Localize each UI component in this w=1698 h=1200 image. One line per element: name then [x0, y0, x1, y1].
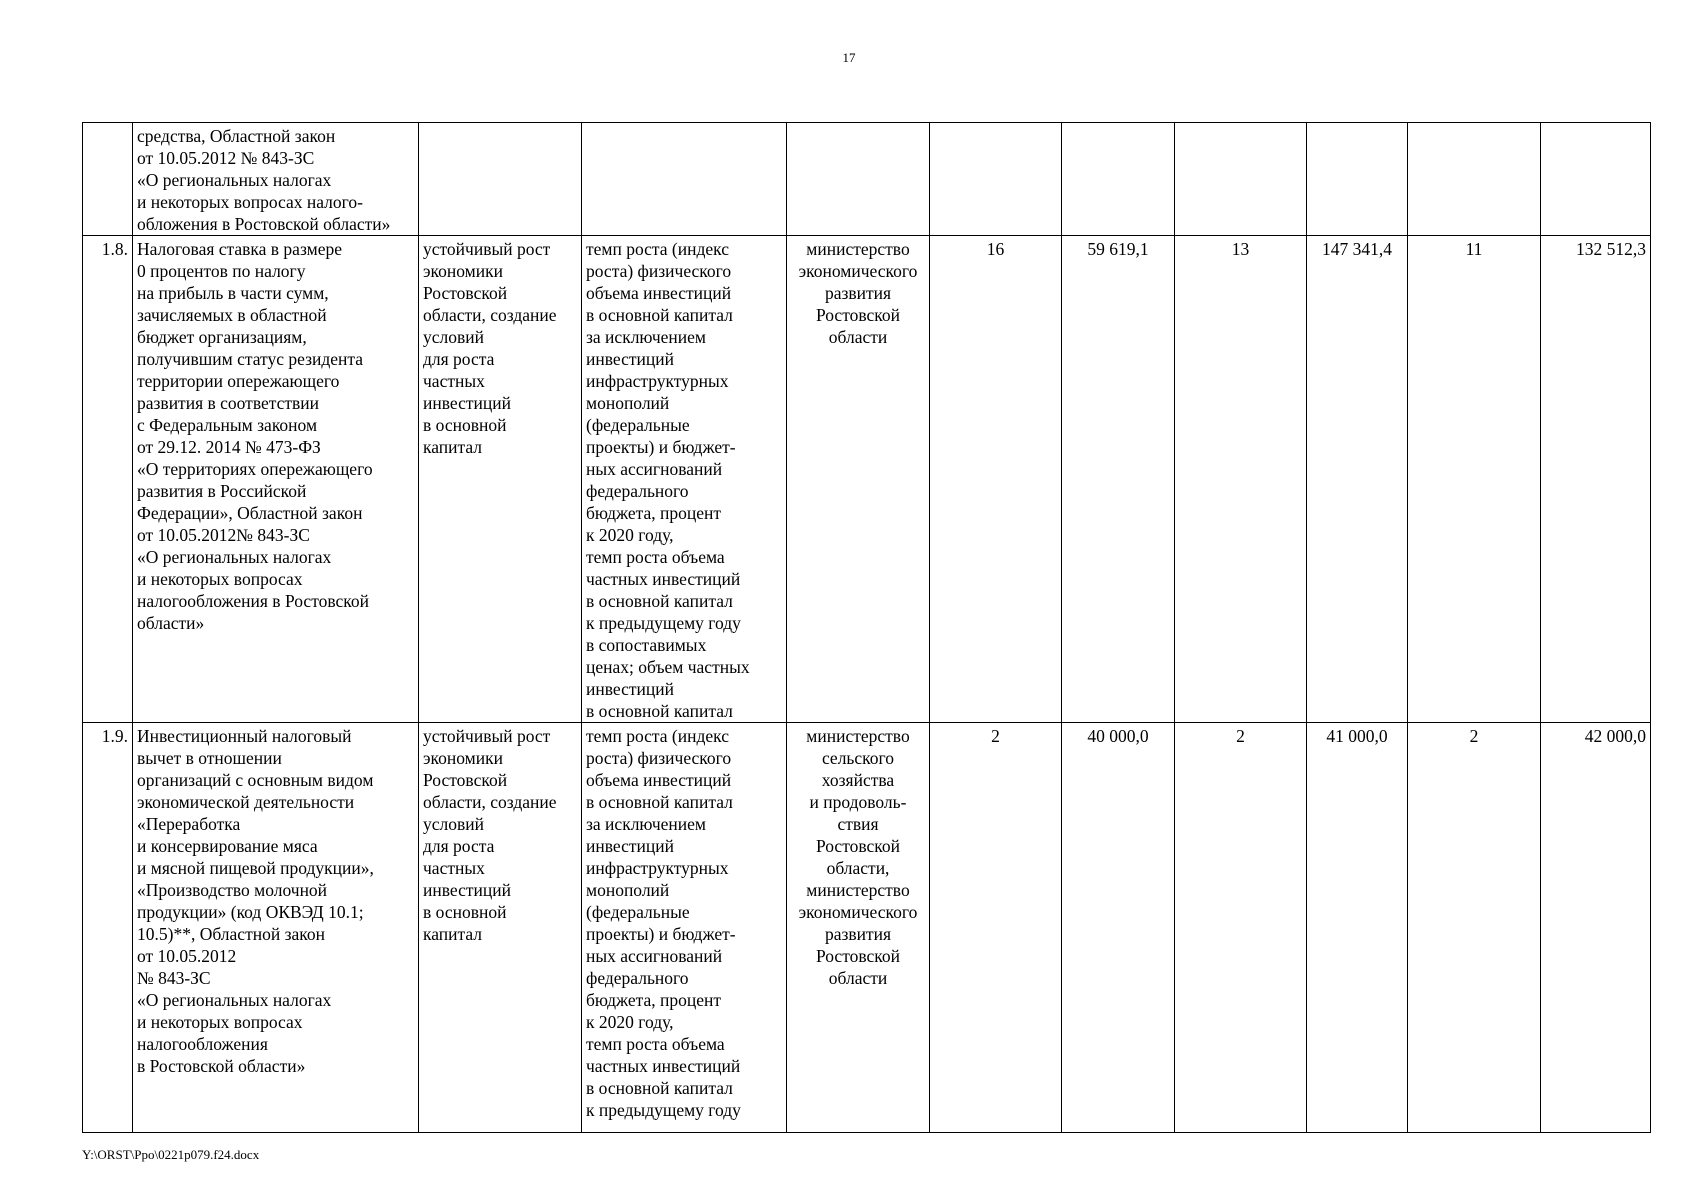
row-value-3	[1541, 123, 1651, 236]
row-count-3: 11	[1408, 236, 1541, 723]
row-curator	[787, 123, 930, 236]
row-count-1: 16	[930, 236, 1062, 723]
row-value-1: 40 000,0	[1062, 723, 1175, 1133]
row-goal: устойчивый рост экономики Ростовской области, создание условий для роста частных инвестиций в основной капитал	[419, 236, 582, 723]
row-description: Налоговая ставка в размере 0 процентов по налогу на прибыль в части сумм, зачисляемых в областной бюджет организациям, получившим статус резидента территории опережающего развития в соответствии с Федеральным законом от 29.12. 2014 № 473-ФЗ «О территориях опережающего развития в Российской Федерации», Областной закон от 10.05.2012№ 843-ЗС «О региональных налогах и некоторых вопросах налогообложения в Ростовской области»	[133, 236, 419, 723]
row-curator: министерство сельского хозяйства и продоволь- ствия Ростовской области, министерство экономического развития Ростовской области	[787, 723, 930, 1133]
row-count-2: 2	[1175, 723, 1307, 1133]
row-indicator: темп роста (индекс роста) физического объема инвестиций в основной капитал за исключением инвестиций инфраструктурных монополий (федеральные проекты) и бюджет- ных ассигнований федерального бюджета, процент к 2020 году, темп роста объема частных инвестиций в основной капитал к предыдущему году	[582, 723, 787, 1133]
row-count-3	[1408, 123, 1541, 236]
row-count-1: 2	[930, 723, 1062, 1133]
row-value-1	[1062, 123, 1175, 236]
row-curator: министерство экономического развития Ростовской области	[787, 236, 930, 723]
row-indicator: темп роста (индекс роста) физического объема инвестиций в основной капитал за исключением инвестиций инфраструктурных монополий (федеральные проекты) и бюджет- ных ассигнований федерального бюджета, процент к 2020 году, темп роста объема частных инвестиций в основной капитал к предыдущему году в сопоставимых ценах; объем частных инвестиций в основной капитал	[582, 236, 787, 723]
tax-expenditure-table	[82, 122, 1651, 1133]
row-number: 1.8.	[83, 236, 133, 723]
row-goal	[419, 123, 582, 236]
row-count-3: 2	[1408, 723, 1541, 1133]
row-value-2	[1307, 123, 1408, 236]
row-count-1	[930, 123, 1062, 236]
row-count-2: 13	[1175, 236, 1307, 723]
row-number	[83, 123, 133, 236]
row-value-2: 41 000,0	[1307, 723, 1408, 1133]
row-value-3: 132 512,3	[1541, 236, 1651, 723]
table-row	[83, 723, 1651, 1133]
page-number: 17	[842, 50, 856, 65]
table-row	[83, 236, 1651, 723]
row-indicator	[582, 123, 787, 236]
file-path-footer: Y:\ORST\Ppo\0221p079.f24.docx	[82, 1147, 260, 1162]
row-goal: устойчивый рост экономики Ростовской области, создание условий для роста частных инвестиций в основной капитал	[419, 723, 582, 1133]
row-value-3: 42 000,0	[1541, 723, 1651, 1133]
row-value-1: 59 619,1	[1062, 236, 1175, 723]
row-count-2	[1175, 123, 1307, 236]
row-number: 1.9.	[83, 723, 133, 1133]
row-value-2: 147 341,4	[1307, 236, 1408, 723]
table-row	[83, 123, 1651, 236]
row-description: Инвестиционный налоговый вычет в отношении организаций с основным видом экономической деятельности «Переработка и консервирование мяса и мясной пищевой продукции», «Производство молочной продукции» (код ОКВЭД 10.1; 10.5)**, Областной закон от 10.05.2012 № 843-ЗС «О региональных налогах и некоторых вопросах налогообложения в Ростовской области»	[133, 723, 419, 1133]
row-description: средства, Областной закон от 10.05.2012 № 843-ЗС «О региональных налогах и некоторых вопросах налого- обложения в Ростовской области»	[133, 123, 419, 236]
